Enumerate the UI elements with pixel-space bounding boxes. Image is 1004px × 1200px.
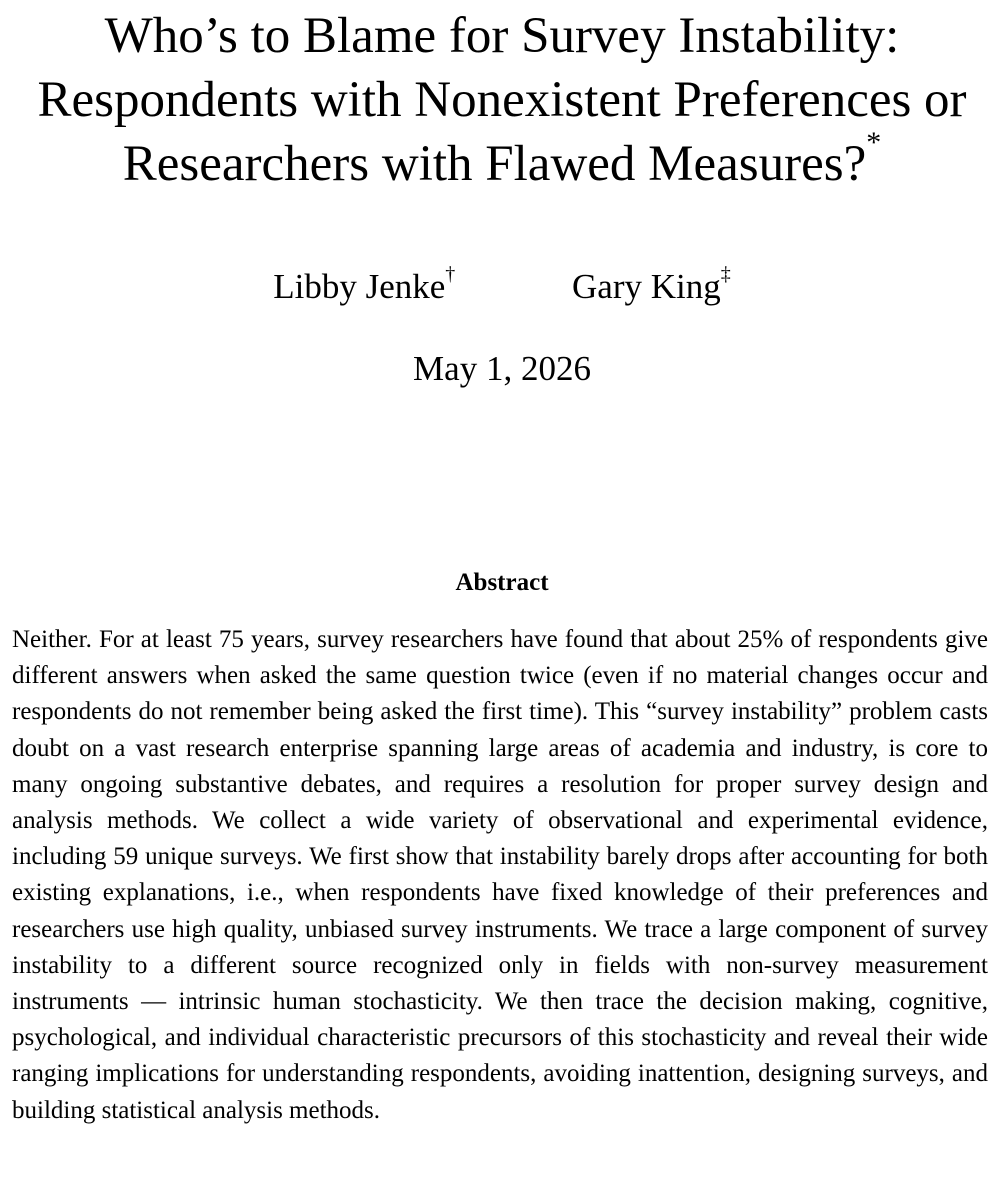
title-line (0, 126, 1004, 196)
author-name: Libby Jenke (273, 267, 446, 306)
abstract-body: Neither. For at least 75 years, survey researchers have found that about 25% of respondents give different answers when asked the same question twice (even if no material changes occur and respondents do not remember being asked the first time). This “survey instability” problem casts doubt on a vast research enterprise spanning large areas of academia and industry, is core to many ongoing substantive debates, and requires a resolution for proper survey design and analysis methods. We collect a wide variety of observational and experimental evidence, including 59 unique surveys. We first show that instability barely drops after accounting for both existing explanations, i.e., when respondents have fixed knowledge of their preferences and researchers use high quality, unbiased survey instruments. We trace a large component of survey instability to a different source recognized only in fields with non-survey measurement instruments — intrinsic human stochasticity. We then trace the decision making, cognitive, psychological, and individual characteristic precursors of this stochasticity and reveal their wide ranging implications for understanding respondents, avoiding inattention, designing surveys, and building statistical analysis methods. (12, 626, 988, 1124)
author (572, 263, 731, 308)
title-line-text: Researchers with Flawed Measures? (122, 136, 867, 192)
paper-date: May 1, 2026 (413, 349, 591, 388)
title-footnote-mark[interactable]: * (866, 126, 882, 159)
author-footnote-mark[interactable]: † (445, 263, 456, 285)
title-line: Who’s to Blame for Survey Instability: (104, 8, 900, 64)
author-footnote-mark[interactable]: ‡ (720, 263, 731, 285)
author-name: Gary King (572, 267, 721, 306)
abstract-heading: Abstract (455, 569, 549, 596)
title-line: Respondents with Nonexistent Preferences or (37, 72, 967, 128)
author-list (0, 263, 1004, 308)
author (273, 263, 456, 308)
paper-title (0, 4, 1004, 196)
